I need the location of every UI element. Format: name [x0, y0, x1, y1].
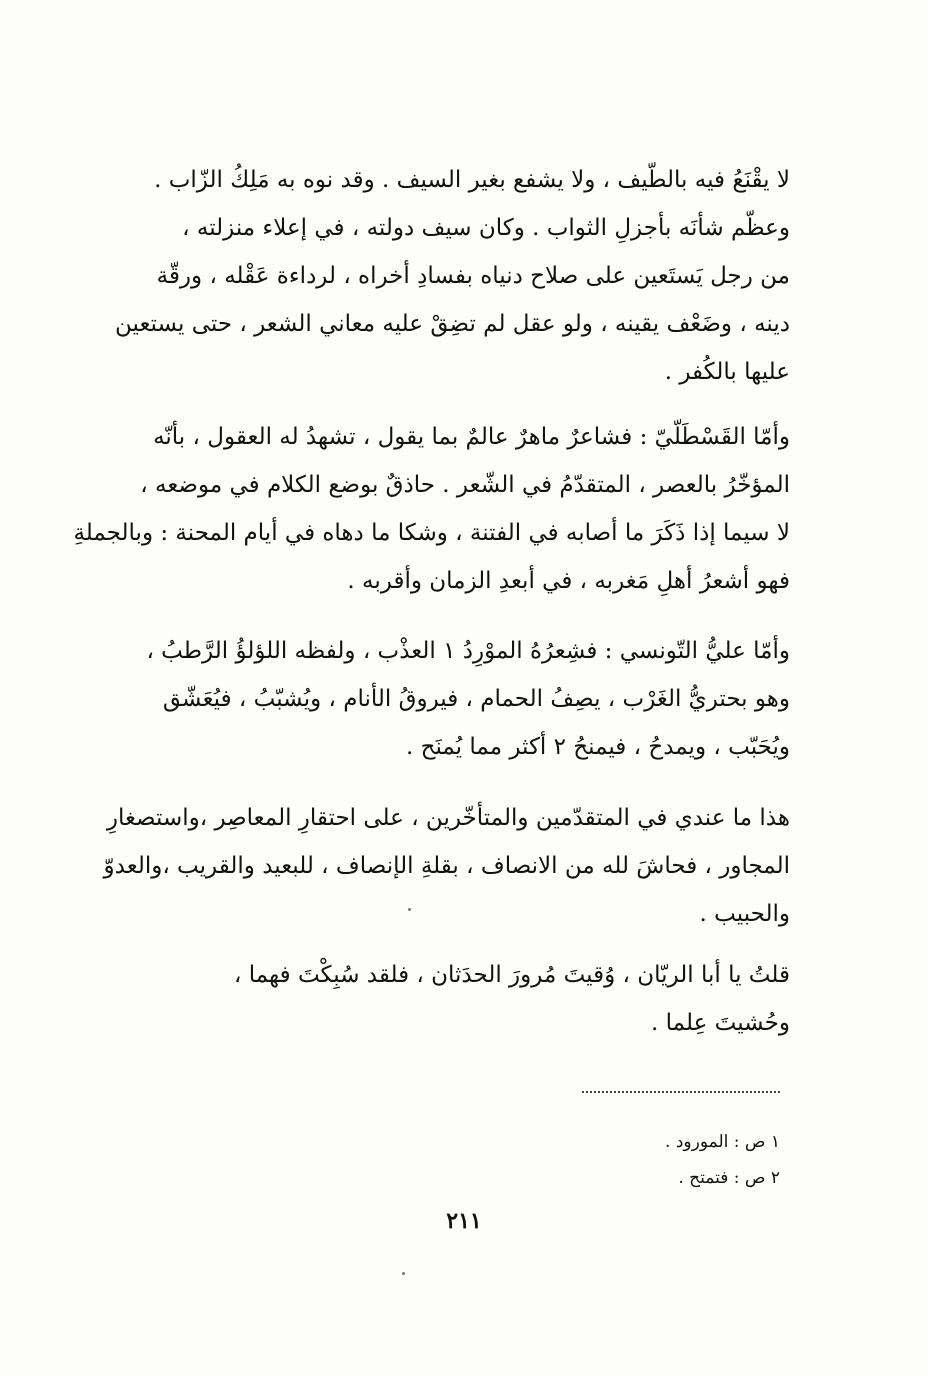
- text-line: المجاور ، فحاشَ لله من الانصاف ، بقلةِ الإنصاف ، للبعيد والقريب ،والعدوّ: [103, 853, 790, 879]
- text-line: لا سيما إذا ذَكَرَ ما أصابه في الفتنة ، وشكا ما دهاه في أيام المحنة : وبالجملةِ: [73, 520, 790, 546]
- text-line: لا يقْنَعُ فيه بالطّيف ، ولا يشفع بغير السيف . وقد نوه به مَلِكُ الزّاب .: [154, 167, 790, 193]
- text-line: هذا ما عندي في المتقدّمين والمتأخّرين ، على احتقارِ المعاصِر ،واستصغارِ: [106, 805, 790, 831]
- text-line: من رجل يَستَعين على صلاح دنياه بفسادِ أخراه ، لرداءة عَقْله ، ورقّة: [156, 263, 790, 289]
- text-line: دينه ، وضَعْف يقينه ، ولو عقل لم تضِقْ عليه معاني الشعر ، حتى يستعين: [115, 311, 790, 337]
- paragraph-4: [100, 794, 790, 938]
- footnote-divider: [582, 1091, 780, 1093]
- footnote-1: ١ ص : المورود .: [665, 1132, 780, 1152]
- paragraph-2: [73, 413, 790, 605]
- footnote-2: ٢ ص : فتمتح .: [678, 1168, 780, 1188]
- paragraph-5: [100, 951, 790, 1047]
- text-line: وعظّم شأنَه بأجزلِ الثواب . وكان سيف دولته ، في إعلاء منزلته ،: [182, 215, 790, 241]
- paragraph-3: [100, 627, 790, 771]
- paragraph-1: [100, 156, 790, 396]
- text-line: قلتُ يا أبا الريّان ، وُقيتَ مُرورَ الحدَثان ، فلقد سُبِكْتَ فهما ،: [234, 962, 790, 988]
- text-line: وحُشيتَ عِلما .: [651, 1010, 790, 1036]
- text-line: والحبيب .: [699, 901, 790, 927]
- scan-speck: [402, 1272, 405, 1275]
- text-line: المؤخّرُ بالعصر ، المتقدّمُ في الشّعر . حاذقٌ بوضع الكلام في موضعه ،: [140, 472, 790, 498]
- footnotes: [665, 1124, 780, 1196]
- text-line: فهو أشعرُ أهلِ مَغربه ، في أبعدِ الزمان وأقربه .: [347, 568, 790, 594]
- text-line: وأمّا القَسْطَلّيّ : فشاعرٌ ماهرٌ عالمٌ بما يقول ، تشهدُ له العقول ، بأنّه: [153, 424, 790, 450]
- page-number: ٢١١: [446, 1208, 482, 1234]
- text-line: ويُحَبّب ، ويمدحُ ، فيمنحُ ٢ أكثر مما يُمنَح .: [405, 734, 790, 760]
- text-line: وهو بحتريُّ الغَرْب ، يصِفُ الحمام ، فيروقُ الأنام ، ويُشبّبُ ، فيُعَشّق: [162, 686, 790, 712]
- scan-speck: [408, 908, 411, 911]
- text-line: وأمّا عليُّ التّونسي : فشِعرُهُ الموْرِدُ ١ العذْب ، ولفظه اللؤلؤُ الرَّطبُ ،: [146, 638, 790, 664]
- text-line: عليها بالكُفر .: [664, 359, 790, 385]
